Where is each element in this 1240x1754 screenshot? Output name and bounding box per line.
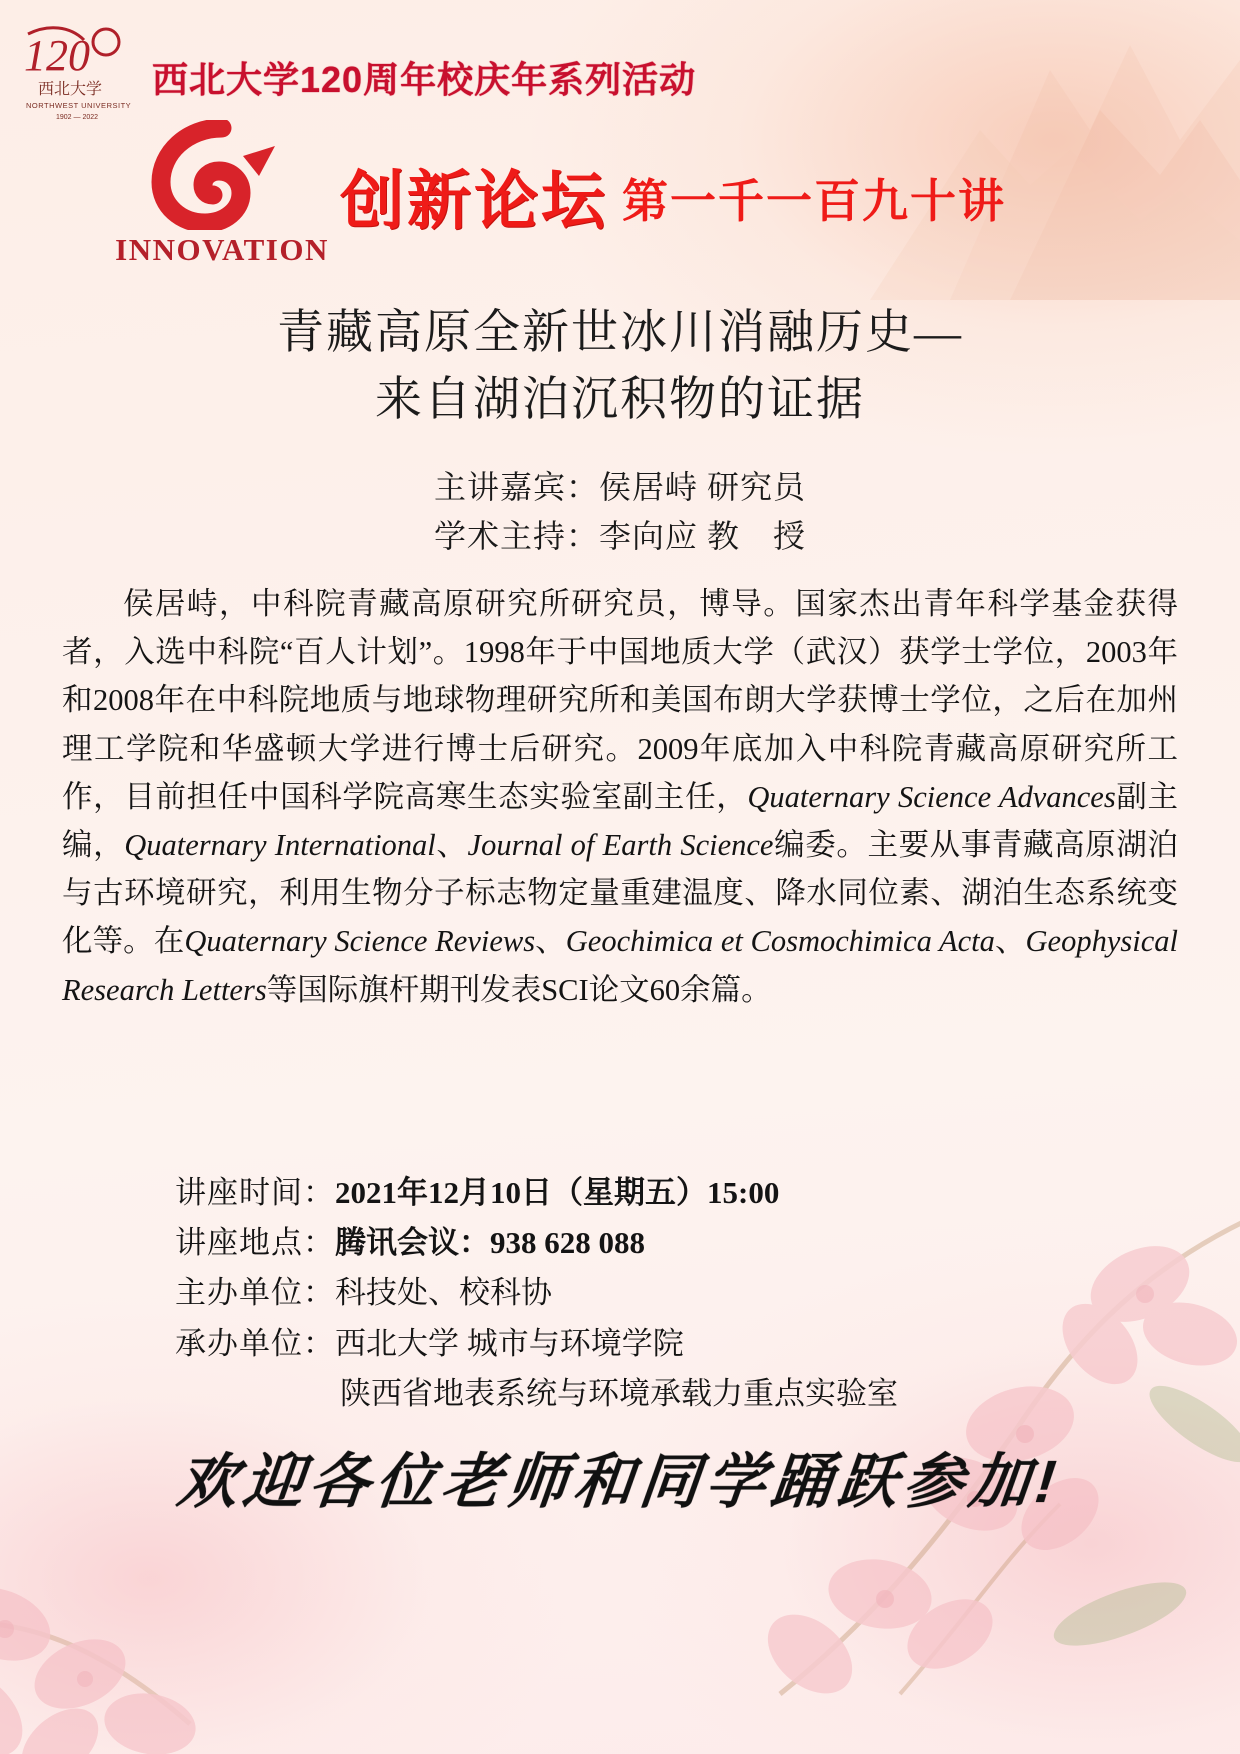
info-value-host-2: 陕西省地表系统与环境承载力重点实验室 (340, 1375, 898, 1411)
info-value-organizer: 科技处、校科协 (335, 1275, 552, 1311)
bio-sep-2: 、 (535, 924, 566, 959)
forum-heading (340, 150, 1006, 242)
info-row-host (175, 1319, 898, 1419)
talk-title-line-2: 来自湖泊沉积物的证据 (375, 373, 865, 426)
info-label-time: 讲座时间： (175, 1175, 335, 1210)
bio-journal-1: Quaternary Science Advances (747, 779, 1116, 814)
svg-text:NORTHWEST UNIVERSITY: NORTHWEST UNIVERSITY (26, 101, 132, 110)
bio-sep-1: 、 (435, 827, 468, 862)
bio-text-2: 副主编， (62, 779, 1179, 862)
svg-text:1902 — 2022: 1902 — 2022 (56, 114, 99, 121)
bio-journal-2: Quaternary International (124, 827, 436, 862)
bio-journal-6: Geophysical Research Letters (62, 924, 1178, 1007)
welcome-message: 欢迎各位老师和同学踊跃参加! (174, 1448, 1066, 1515)
bio-journal-4: Quaternary Science Reviews (184, 924, 536, 959)
info-label-host: 承办单位： (175, 1325, 335, 1361)
forum-name: 创新论坛 (340, 165, 608, 237)
bio-text-3: 编委。主要从事青藏高原湖泊与古环境研究，利用生物分子标志物定量重建温度、降水同位素、湖泊生态系统变化等。在 (62, 827, 1179, 959)
speaker-line: 主讲嘉宾：侯居峙 研究员 (433, 469, 806, 505)
forum-number: 第一千一百九十讲 (622, 175, 1006, 227)
bio-text-1: 侯居峙，中科院青藏高原研究所研究员，博导。国家杰出青年科学基金获得者，入选中科院“百人计划”。1998年于中国地质大学（武汉）获学士学位，2003年和2008年在中科院地质与地球物理研究所和美国布朗大学获博士学位，之后在加州理工学院和华盛顿大学进行博士后研究。2009年底加入中科院青藏高原研究所工作，目前担任中国科学院高寒生态实验室副主任， (62, 587, 1178, 814)
info-row-place (175, 1218, 898, 1268)
talk-title (0, 300, 1240, 433)
info-row-organizer (175, 1268, 898, 1318)
innovation-swirl-icon (147, 120, 297, 230)
bio-text-4: 等国际旗杆期刊发表SCI论文60余篇。 (266, 972, 772, 1007)
info-value-host: 西北大学 城市与环境学院 (335, 1325, 684, 1361)
info-value-time: 2021年12月10日（星期五）15:00 (335, 1175, 780, 1210)
anniversary-title: 西北大学120周年校庆年系列活动 (152, 59, 697, 100)
info-row-time (175, 1168, 898, 1218)
speaker-bio (62, 580, 1178, 1014)
poster-header (22, 18, 1240, 128)
bio-sep-3: 、 (994, 924, 1026, 959)
anniversary-logo-icon (22, 22, 137, 127)
bio-journal-3: Journal of Earth Science (467, 827, 774, 862)
info-value-place: 腾讯会议：938 628 088 (335, 1225, 645, 1261)
innovation-wordmark: INNOVATION (115, 232, 329, 267)
talk-title-line-1: 青藏高原全新世冰川消融历史— (277, 307, 963, 359)
svg-text:120: 120 (24, 31, 90, 80)
host-line: 学术主持：李向应 教 授 (433, 517, 806, 554)
bio-journal-5: Geochimica et Cosmochimica Acta (565, 924, 995, 959)
event-info (175, 1168, 898, 1419)
info-label-organizer: 主办单位： (175, 1275, 335, 1311)
speaker-block (0, 463, 1240, 560)
innovation-logo (112, 120, 332, 280)
info-label-place: 讲座地点： (175, 1225, 335, 1261)
svg-text:西北大学: 西北大学 (38, 81, 103, 98)
